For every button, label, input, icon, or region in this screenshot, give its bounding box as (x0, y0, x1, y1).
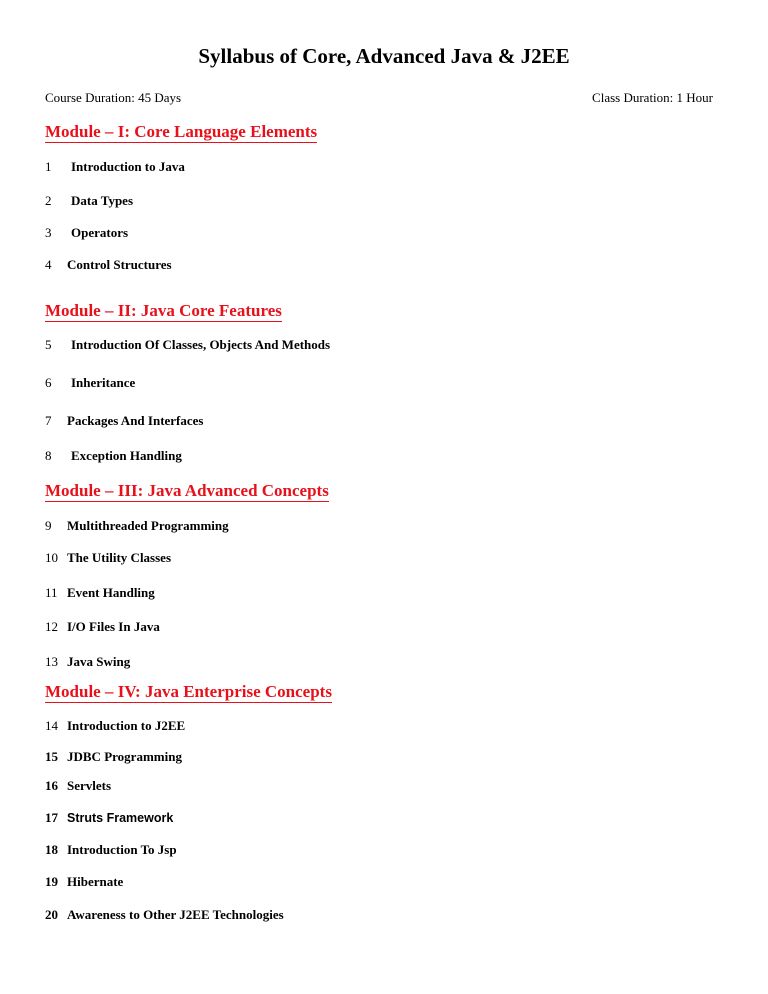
page-title: Syllabus of Core, Advanced Java & J2EE (198, 44, 570, 68)
list-item (45, 193, 133, 208)
item-number: 2 (45, 193, 52, 208)
item-number: 7 (45, 413, 52, 428)
list-item (45, 907, 284, 922)
list-item (45, 375, 135, 390)
list-item (45, 585, 155, 600)
item-label: Struts Framework (67, 811, 174, 825)
module-heading-4: Module – IV: Java Enterprise Concepts (45, 682, 332, 701)
module-heading-1: Module – I: Core Language Elements (45, 122, 318, 141)
item-number: 16 (45, 778, 58, 793)
module-heading-2: Module – II: Java Core Features (45, 301, 282, 320)
item-label: Data Types (71, 193, 133, 208)
item-number: 3 (45, 225, 52, 240)
class-duration: Class Duration: 1 Hour (592, 90, 713, 105)
item-label: JDBC Programming (67, 749, 182, 764)
list-item (45, 654, 130, 669)
list-item (45, 749, 182, 764)
item-label: Servlets (67, 778, 112, 793)
item-number: 13 (45, 654, 58, 669)
list-item (45, 225, 128, 240)
item-label: Inheritance (71, 375, 136, 390)
list-item (45, 413, 204, 428)
list-item (45, 619, 160, 634)
item-label: Introduction to J2EE (67, 718, 186, 733)
item-number: 10 (45, 550, 58, 565)
item-label: Packages And Interfaces (67, 413, 204, 428)
item-number: 19 (45, 874, 58, 889)
item-number: 4 (45, 257, 52, 272)
list-item (45, 518, 229, 533)
item-number: 18 (45, 842, 58, 857)
item-number: 5 (45, 337, 52, 352)
item-label: I/O Files In Java (67, 619, 160, 634)
item-number: 6 (45, 375, 52, 390)
list-item (45, 448, 182, 463)
item-label: Introduction to Java (71, 159, 185, 174)
module-heading-3: Module – III: Java Advanced Concepts (45, 481, 329, 500)
item-number: 9 (45, 518, 52, 533)
item-label: Introduction To Jsp (67, 842, 177, 857)
list-item (45, 550, 171, 565)
item-number: 14 (45, 718, 58, 733)
item-number: 15 (45, 749, 58, 764)
list-item (45, 874, 123, 889)
list-item (45, 842, 177, 857)
item-label: Hibernate (67, 874, 124, 889)
item-number: 20 (45, 907, 58, 922)
list-item (45, 159, 185, 174)
list-item (45, 257, 172, 272)
item-label: Event Handling (67, 585, 155, 600)
item-label: Exception Handling (71, 448, 182, 463)
item-label: Introduction Of Classes, Objects And Methods (71, 337, 331, 352)
item-number: 8 (45, 448, 52, 463)
list-item (45, 810, 173, 826)
item-number: 17 (45, 810, 58, 825)
item-label: The Utility Classes (67, 550, 171, 565)
list-item (45, 337, 330, 352)
list-item (45, 718, 185, 733)
item-label: Operators (71, 225, 129, 240)
item-number: 11 (45, 585, 58, 600)
item-number: 1 (45, 159, 52, 174)
item-label: Java Swing (67, 654, 131, 669)
item-number: 12 (45, 619, 58, 634)
list-item (45, 778, 111, 793)
item-label: Control Structures (67, 257, 172, 272)
item-label: Awareness to Other J2EE Technologies (67, 907, 284, 922)
course-duration: Course Duration: 45 Days (45, 90, 182, 105)
item-label: Multithreaded Programming (67, 518, 229, 533)
